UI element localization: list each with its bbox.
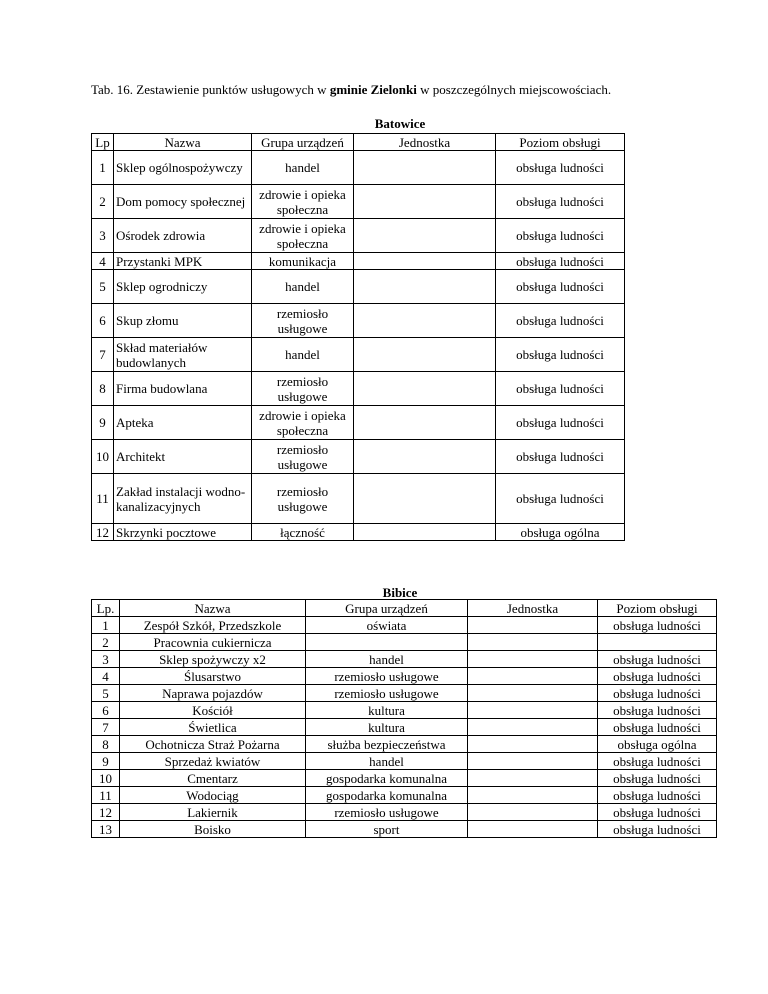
batowice-cell: 1 (92, 151, 114, 185)
bibice-cell: Lakiernik (120, 804, 306, 821)
batowice-cell: 3 (92, 219, 114, 253)
table-row (92, 151, 625, 185)
bibice-cell: Naprawa pojazdów (120, 685, 306, 702)
batowice-header-cell: Nazwa (114, 134, 252, 151)
batowice-cell: 11 (92, 474, 114, 524)
bibice-header-cell: Poziom obsługi (598, 600, 717, 617)
bibice-cell: handel (306, 753, 468, 770)
table-row (92, 770, 717, 787)
bibice-cell: 1 (92, 617, 120, 634)
batowice-cell: obsługa ludności (496, 253, 625, 270)
batowice-cell: obsługa ludności (496, 474, 625, 524)
bibice-cell: 6 (92, 702, 120, 719)
bibice-cell: 11 (92, 787, 120, 804)
batowice-cell: Ośrodek zdrowia (114, 219, 252, 253)
bibice-cell: rzemiosło usługowe (306, 685, 468, 702)
bibice-cell: obsługa ludności (598, 685, 717, 702)
batowice-cell (354, 440, 496, 474)
bibice-cell (468, 753, 598, 770)
bibice-cell: Ochotnicza Straż Pożarna (120, 736, 306, 753)
bibice-cell: gospodarka komunalna (306, 787, 468, 804)
batowice-header-cell: Lp (92, 134, 114, 151)
batowice-cell: Skład materiałów budowlanych (114, 338, 252, 372)
table-row (92, 702, 717, 719)
batowice-cell: obsługa ludności (496, 270, 625, 304)
bibice-cell: obsługa ludności (598, 753, 717, 770)
bibice-cell: Sprzedaż kwiatów (120, 753, 306, 770)
bibice-cell: oświata (306, 617, 468, 634)
table-row (92, 753, 717, 770)
batowice-cell: Architekt (114, 440, 252, 474)
bibice-cell: 12 (92, 804, 120, 821)
bibice-cell (468, 634, 598, 651)
batowice-cell (354, 406, 496, 440)
table-row (92, 440, 625, 474)
bibice-cell (468, 787, 598, 804)
bibice-cell: 13 (92, 821, 120, 838)
bibice-cell: Sklep spożywczy x2 (120, 651, 306, 668)
bibice-cell: kultura (306, 702, 468, 719)
bibice-header-cell: Jednostka (468, 600, 598, 617)
bibice-cell: Wodociąg (120, 787, 306, 804)
batowice-cell: handel (252, 338, 354, 372)
bibice-cell: obsługa ludności (598, 821, 717, 838)
table-row (92, 736, 717, 753)
table-row (92, 270, 625, 304)
bibice-header-cell: Lp. (92, 600, 120, 617)
bibice-cell (306, 634, 468, 651)
bibice-cell: obsługa ludności (598, 770, 717, 787)
bibice-cell: obsługa ludności (598, 804, 717, 821)
bibice-cell: Cmentarz (120, 770, 306, 787)
batowice-cell: 4 (92, 253, 114, 270)
batowice-cell (354, 304, 496, 338)
table-row (92, 304, 625, 338)
batowice-cell: Sklep ogrodniczy (114, 270, 252, 304)
bibice-header-cell: Nazwa (120, 600, 306, 617)
table-row (92, 719, 717, 736)
batowice-cell: Apteka (114, 406, 252, 440)
bibice-cell: 5 (92, 685, 120, 702)
table-row (92, 651, 717, 668)
table-row (92, 821, 717, 838)
bibice-cell (468, 668, 598, 685)
batowice-cell: Skrzynki pocztowe (114, 524, 252, 541)
bibice-header-cell: Grupa urządzeń (306, 600, 468, 617)
batowice-cell: obsługa ludności (496, 185, 625, 219)
batowice-cell: rzemiosło usługowe (252, 474, 354, 524)
batowice-cell: obsługa ludności (496, 151, 625, 185)
bibice-cell (468, 685, 598, 702)
bibice-cell: obsługa ludności (598, 719, 717, 736)
table-row (92, 372, 625, 406)
bibice-cell (468, 651, 598, 668)
bibice-cell: sport (306, 821, 468, 838)
table-row (92, 185, 625, 219)
batowice-cell: 9 (92, 406, 114, 440)
table-caption (91, 82, 631, 98)
bibice-cell: obsługa ludności (598, 651, 717, 668)
batowice-cell: rzemiosło usługowe (252, 440, 354, 474)
bibice-cell: 8 (92, 736, 120, 753)
batowice-cell (354, 151, 496, 185)
batowice-cell: obsługa ludności (496, 372, 625, 406)
batowice-cell (354, 185, 496, 219)
bibice-cell: handel (306, 651, 468, 668)
batowice-cell: 6 (92, 304, 114, 338)
caption-bold: gminie Zielonki (329, 82, 417, 97)
batowice-cell: Dom pomocy społecznej (114, 185, 252, 219)
batowice-cell: 8 (92, 372, 114, 406)
batowice-table (91, 133, 625, 541)
batowice-cell: obsługa ludności (496, 338, 625, 372)
bibice-cell: służba bezpieczeństwa (306, 736, 468, 753)
bibice-cell: obsługa ludności (598, 668, 717, 685)
batowice-cell: rzemiosło usługowe (252, 304, 354, 338)
batowice-cell: Zakład instalacji wodno-kanalizacyjnych (114, 474, 252, 524)
batowice-cell: 5 (92, 270, 114, 304)
batowice-cell: 10 (92, 440, 114, 474)
bibice-cell: rzemiosło usługowe (306, 804, 468, 821)
table-row (92, 787, 717, 804)
bibice-cell: obsługa ogólna (598, 736, 717, 753)
batowice-cell: łączność (252, 524, 354, 541)
table-row (92, 219, 625, 253)
batowice-cell: obsługa ludności (496, 304, 625, 338)
bibice-cell: obsługa ludności (598, 702, 717, 719)
batowice-cell (354, 270, 496, 304)
table-row (92, 634, 717, 651)
bibice-cell: 9 (92, 753, 120, 770)
batowice-cell: zdrowie i opieka społeczna (252, 185, 354, 219)
bibice-cell: Zespół Szkół, Przedszkole (120, 617, 306, 634)
table-row (92, 406, 625, 440)
bibice-cell (468, 719, 598, 736)
batowice-cell: handel (252, 151, 354, 185)
batowice-cell: obsługa ludności (496, 219, 625, 253)
table-row (92, 617, 717, 634)
bibice-cell: gospodarka komunalna (306, 770, 468, 787)
bibice-cell: Pracownia cukiernicza (120, 634, 306, 651)
bibice-cell: rzemiosło usługowe (306, 668, 468, 685)
batowice-cell: obsługa ogólna (496, 524, 625, 541)
batowice-cell (354, 474, 496, 524)
table-row (92, 474, 625, 524)
bibice-cell (468, 804, 598, 821)
bibice-cell: 2 (92, 634, 120, 651)
batowice-title: Batowice (374, 116, 426, 131)
bibice-cell: kultura (306, 719, 468, 736)
bibice-cell: Kościół (120, 702, 306, 719)
bibice-title: Bibice (382, 585, 418, 600)
bibice-cell: obsługa ludności (598, 787, 717, 804)
bibice-cell (598, 634, 717, 651)
batowice-cell: Sklep ogólnospożywczy (114, 151, 252, 185)
batowice-cell: 2 (92, 185, 114, 219)
batowice-cell: obsługa ludności (496, 440, 625, 474)
batowice-cell: komunikacja (252, 253, 354, 270)
batowice-cell (354, 253, 496, 270)
bibice-cell: 3 (92, 651, 120, 668)
batowice-header-cell: Jednostka (354, 134, 496, 151)
table-row (92, 685, 717, 702)
batowice-cell: obsługa ludności (496, 406, 625, 440)
bibice-cell: 4 (92, 668, 120, 685)
batowice-cell (354, 219, 496, 253)
bibice-cell (468, 770, 598, 787)
bibice-cell (468, 821, 598, 838)
bibice-cell: Boisko (120, 821, 306, 838)
table-row (92, 524, 625, 541)
batowice-cell: 12 (92, 524, 114, 541)
batowice-header-row (92, 134, 625, 151)
batowice-cell: rzemiosło usługowe (252, 372, 354, 406)
bibice-cell: 7 (92, 719, 120, 736)
batowice-cell: Firma budowlana (114, 372, 252, 406)
bibice-cell: Ślusarstwo (120, 668, 306, 685)
batowice-cell: Przystanki MPK (114, 253, 252, 270)
batowice-header-cell: Poziom obsługi (496, 134, 625, 151)
bibice-cell (468, 617, 598, 634)
bibice-header-row (92, 600, 717, 617)
bibice-cell: Świetlica (120, 719, 306, 736)
batowice-cell (354, 524, 496, 541)
caption-suffix: w poszczególnych miejscowościach. (416, 82, 612, 97)
bibice-cell: obsługa ludności (598, 617, 717, 634)
batowice-header-cell: Grupa urządzeń (252, 134, 354, 151)
batowice-cell: handel (252, 270, 354, 304)
batowice-cell: 7 (92, 338, 114, 372)
batowice-cell (354, 372, 496, 406)
batowice-cell: zdrowie i opieka społeczna (252, 406, 354, 440)
table-row (92, 804, 717, 821)
table-row (92, 668, 717, 685)
batowice-cell (354, 338, 496, 372)
bibice-cell (468, 702, 598, 719)
batowice-cell: Skup złomu (114, 304, 252, 338)
bibice-table (91, 599, 717, 838)
batowice-cell: zdrowie i opieka społeczna (252, 219, 354, 253)
bibice-cell: 10 (92, 770, 120, 787)
table-row (92, 338, 625, 372)
bibice-cell (468, 736, 598, 753)
table-row (92, 253, 625, 270)
caption-prefix: Tab. 16. Zestawienie punktów usługowych w (91, 82, 330, 97)
